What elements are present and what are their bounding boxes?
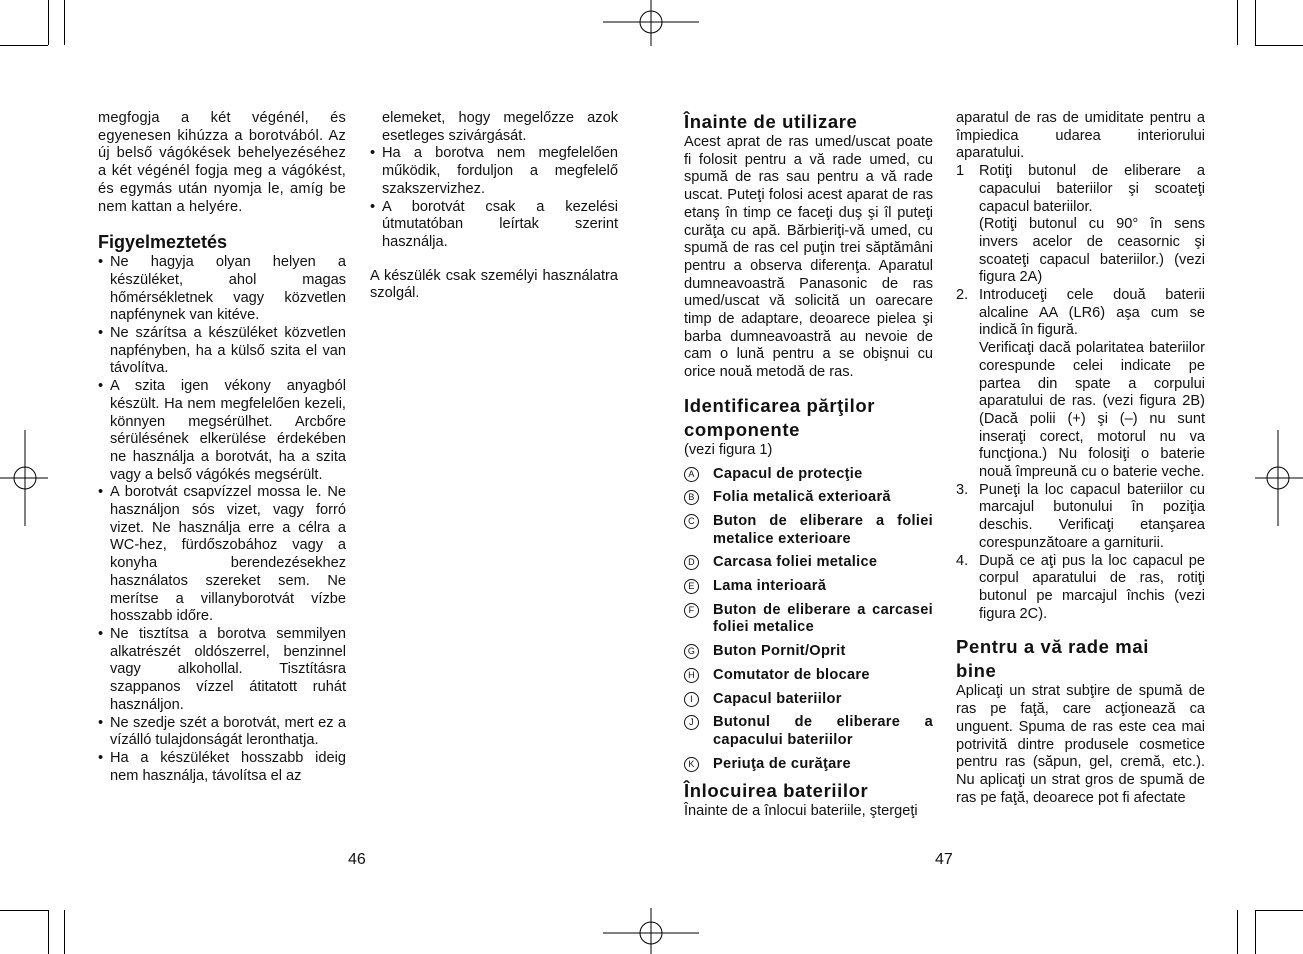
part-item	[684, 643, 933, 661]
crop-mark	[64, 910, 65, 954]
parts-heading: Identificarea părţilor componente	[684, 394, 876, 440]
crop-mark	[64, 0, 65, 45]
list-item: • Ne tisztítsa a borotva semmilyen alkatrészét oldószerrel, benzinnel vagy alkohollal. Tisztításra szappanos vízzel átitatott ruhát használjon.	[98, 626, 346, 715]
warning-list	[98, 254, 346, 785]
letter-badge: F	[684, 603, 699, 618]
crop-mark	[0, 45, 48, 46]
step-number: 3.	[956, 481, 969, 498]
part-item	[684, 578, 933, 596]
crop-mark	[48, 910, 49, 954]
part-label: Comutator de blocare	[713, 666, 870, 683]
step-text: După ce aţi pus la loc capacul pe corpul aparatului de ras, rotiţi butonul pe marcajul închis (vezi figura 2C).	[979, 552, 1205, 622]
registration-mark-bottom	[603, 908, 699, 954]
list-item: • Ne szárítsa a készüléket közvetlen napfényben, ha a külső szita el van távolítva.	[98, 325, 346, 378]
part-item	[684, 714, 933, 749]
crop-mark	[0, 910, 48, 911]
battery-intro: Înainte de a înlocui bateriile, ştergeţi	[684, 803, 918, 820]
column-3	[684, 110, 933, 821]
letter-badge: A	[684, 467, 699, 482]
part-label: Capacul bateriilor	[713, 690, 842, 707]
crop-mark	[1237, 0, 1238, 45]
step-extra: (Rotiţi butonul cu 90° în sens invers acelor de ceasornic şi scoateţi capacul bateriilor.) (vezi figura 2A)	[979, 216, 1205, 286]
part-label: Capacul de protecţie	[713, 465, 863, 482]
part-label: Buton de eliberare a foliei metalice exterioare	[713, 512, 933, 547]
column-4	[956, 110, 1205, 807]
letter-badge: E	[684, 579, 699, 594]
warning-list-continued	[370, 145, 618, 251]
list-item: • A borotvát csapvízzel mossa le. Ne használjon sós vizet, vagy forró vizet. Ne használja erre a célra a WC-hez, fürdőszobához vagy a konyha berendezésekhez használatos szereket sem. Ne merítse a villanyborotvát vízbe hosszabb időre.	[98, 484, 346, 626]
list-item: • Ha a készüléket hosszabb ideig nem használja, távolítsa el az	[98, 750, 346, 785]
battery-steps	[956, 163, 1205, 623]
step-number: 4.	[956, 552, 969, 569]
column-1	[98, 110, 346, 785]
step-item	[956, 553, 1205, 624]
part-label: Buton de eliberare a carcasei foliei metalice	[713, 601, 933, 636]
letter-badge: J	[684, 715, 699, 730]
shave-text: Aplicaţi un strat subţire de spumă de ras pe faţă, care acţionează ca unguent. Spuma de ras este cea mai potrivită dintre produsele cosmetice pentru ras (săpun, gel, cremă, etc.). Nu aplicaţi un strat gros de spumă de ras pe faţă, deoarece pot fi afectate	[956, 683, 1205, 806]
part-label: Folia metalică exterioară	[713, 489, 891, 506]
list-item: • Ha a borotva nem megfelelően működik, forduljon a megfelelő szakszervizhez.	[370, 145, 618, 198]
step-number: 1	[956, 163, 965, 180]
crop-mark	[1237, 910, 1238, 954]
list-item: • A szita igen vékony anyagból készült. Ha nem megfelelően kezeli, könnyen megsérülhet. Arcbőre sérülésének elkerülése érdekében ne használja a borotvát, ha a szita vagy a belső vágókés megsérült.	[98, 378, 346, 484]
step-number: 2.	[956, 287, 969, 304]
step-text: Puneţi la loc capacul bateriilor cu marcajul butonului în poziţia deschis. Verificaţi etanşarea corespunzătoare a garniturii.	[979, 481, 1205, 551]
step-text: Rotiţi butonul de eliberare a capacului bateriilor şi scoateţi capacul bateriilor.	[979, 163, 1205, 215]
letter-badge: D	[684, 555, 699, 570]
letter-badge: I	[684, 692, 699, 707]
part-label: Carcasa foliei metalice	[713, 554, 878, 571]
registration-mark-right	[1255, 430, 1303, 526]
personal-use-note: A készülék csak személyi használatra szolgál.	[370, 267, 618, 302]
intro-paragraph: megfogja a két végénél, és egyenesen kihúzza a borotvából. Az új belső vágókések behelyezéséhez a két végénél fogja meg a vágókést, és egymás után nyomja le, amíg be nem kattan a helyére.	[98, 110, 346, 215]
step-item	[956, 287, 1205, 482]
part-item	[684, 554, 933, 572]
crop-mark	[1255, 45, 1303, 46]
bullet-continuation: elemeket, hogy megelőzze azok esetleges szivárgását.	[382, 110, 618, 144]
column-2	[370, 110, 618, 303]
part-item	[684, 466, 933, 484]
parts-note: (vezi figura 1)	[684, 441, 773, 458]
parts-list	[684, 466, 933, 774]
battery-continuation: aparatul de ras de umiditate pentru a împiedica udarea interiorului aparatului.	[956, 110, 1205, 162]
crop-mark	[1255, 0, 1256, 45]
step-extra: Verificaţi dacă polaritatea bateriilor corespunde celei indicate pe partea din spate a corpului aparatului de ras. (vezi figura 2B) (Dacă polii (+) şi (–) nu sunt inseraţi corect, motorul nu va funcţiona.) Nu folosiţi o baterie nouă împreună cu o baterie veche.	[979, 340, 1205, 481]
list-item: • Ne szedje szét a borotvát, mert ez a vízálló tulajdonságát leronthatja.	[98, 715, 346, 750]
part-label: Butonul de eliberare a capacului bateriilor	[713, 714, 933, 748]
letter-badge: C	[684, 514, 699, 529]
part-item	[684, 667, 933, 685]
warning-heading: Figyelmeztetés	[98, 232, 228, 253]
page-number-left: 46	[348, 851, 366, 868]
letter-badge: K	[684, 757, 699, 772]
part-label: Buton Pornit/Oprit	[713, 643, 846, 660]
registration-mark-left	[0, 430, 48, 526]
crop-mark	[48, 0, 49, 45]
part-label: Lama interioară	[713, 578, 827, 595]
part-item	[684, 489, 933, 507]
before-use-text: Acest aprat de ras umed/uscat poate fi folosit pentru a vă rade umed, cu spumă de ras sau pentru a vă rade uscat. Puteţi folosi acest aparat de ras etanş în timp ce faceţi duş şi îl puteţi curăţa cu apă. Bărbieriţi-vă umed, cu spumă de ras cel puţin trei săptămâni pentru a observa diferenţa. Aparatul dumneavoastră Panasonic de ras umed/uscat vă solicită un oarecare timp de adaptare, deoarece pielea şi barba dumneavoastră au nevoie de cam o lună pentru a se obişnui cu orice nouă metodă de ras.	[684, 134, 933, 381]
part-item	[684, 756, 933, 774]
page-number-right: 47	[935, 851, 953, 868]
part-item	[684, 691, 933, 709]
before-use-heading: Înainte de utilizare	[684, 111, 858, 132]
letter-badge: H	[684, 668, 699, 683]
letter-badge: G	[684, 644, 699, 659]
crop-mark	[1255, 910, 1303, 911]
part-item	[684, 513, 933, 548]
list-item: • Ne hagyja olyan helyen a készüléket, ahol magas hőmérsékletnek vagy közvetlen napfénynek van kitéve.	[98, 254, 346, 325]
step-item	[956, 163, 1205, 287]
shave-heading: Pentru a vă rade mai bine	[956, 636, 1149, 682]
crop-mark	[1255, 910, 1256, 954]
step-text: Introduceţi cele două baterii alcaline AA (LR6) aşa cum se indică în figură.	[979, 287, 1205, 339]
registration-mark-top	[603, 0, 699, 46]
battery-heading: Înlocuirea bateriilor	[684, 780, 869, 802]
letter-badge: B	[684, 490, 699, 505]
part-label: Periuţa de curăţare	[713, 755, 851, 772]
step-item	[956, 482, 1205, 553]
part-item	[684, 602, 933, 637]
list-item: • A borotvát csak a kezelési útmutatóban leírtak szerint használja.	[370, 199, 618, 252]
